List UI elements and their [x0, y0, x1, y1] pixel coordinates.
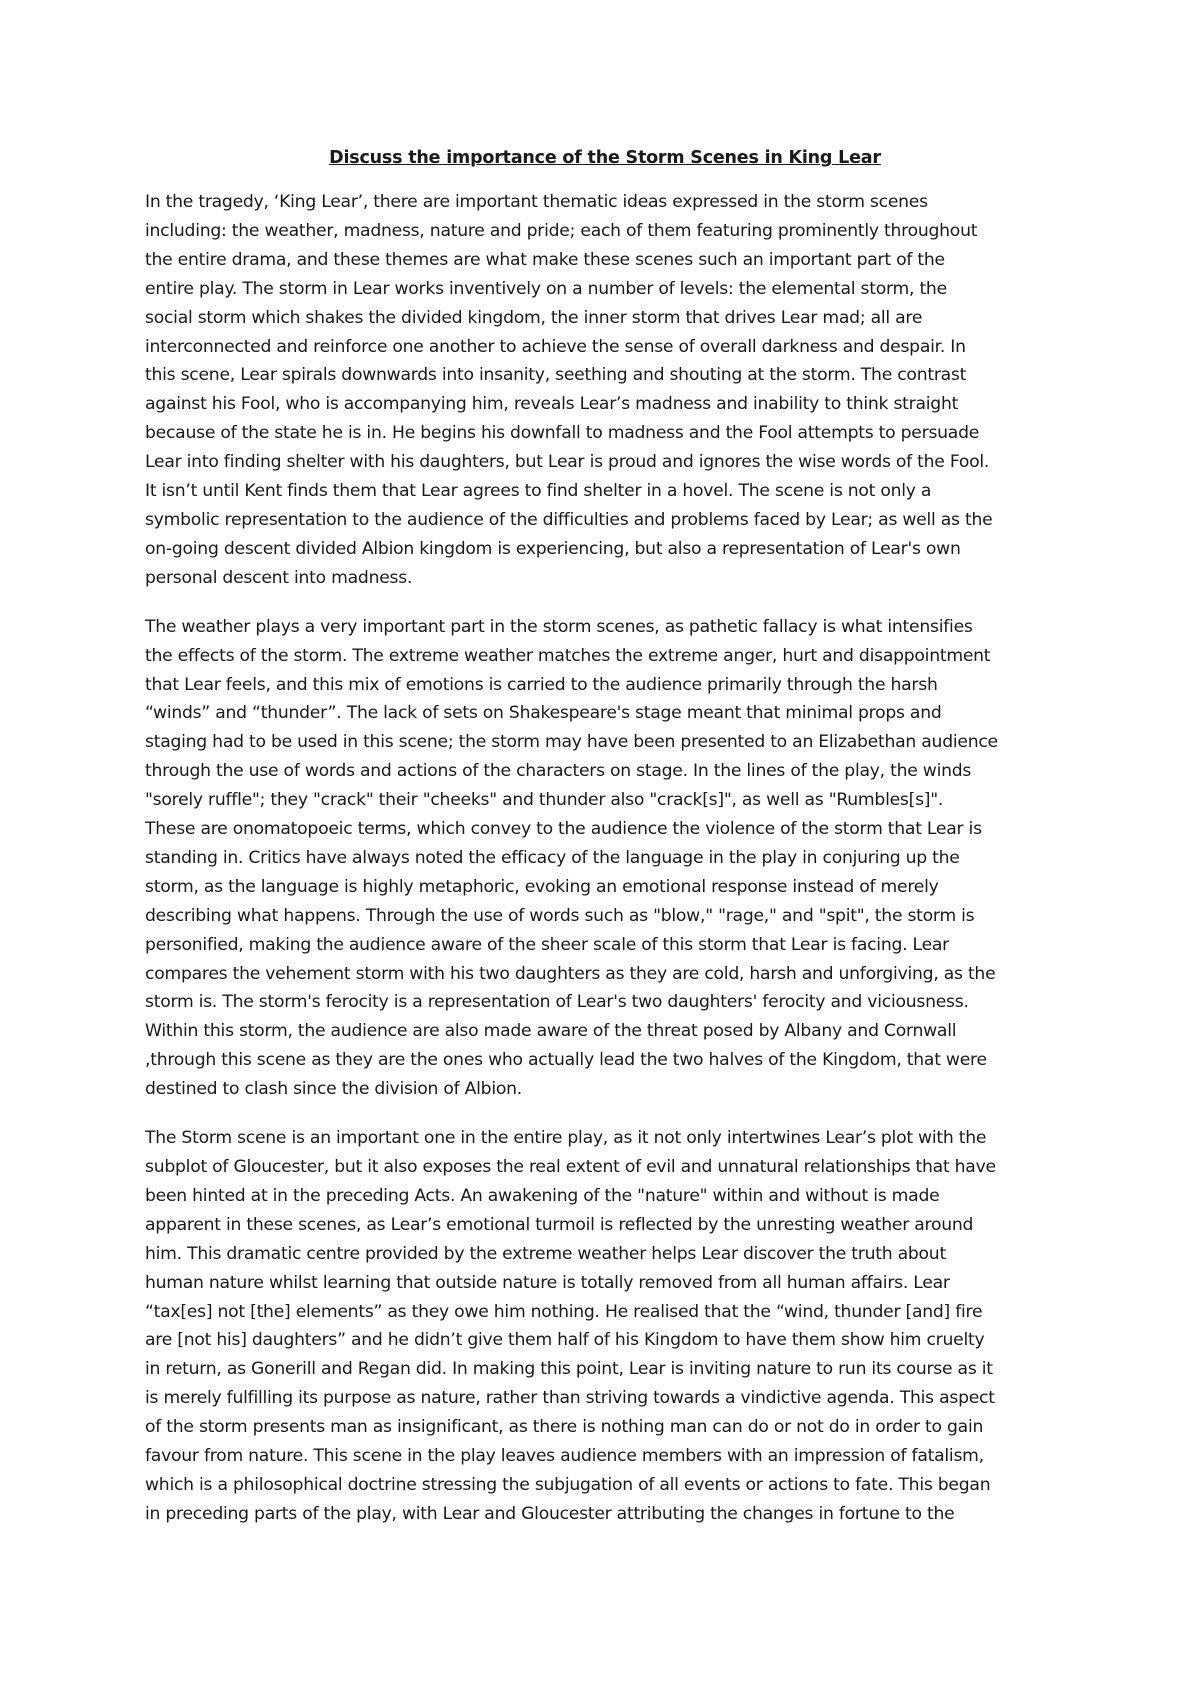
- text-line: apparent in these scenes, as Lear’s emotional turmoil is reflected by the unresting weather around: [145, 1214, 974, 1235]
- text-line: Within this storm, the audience are also made aware of the threat posed by Albany and Cornwall: [145, 1021, 957, 1042]
- text-line: him. This dramatic centre provided by the extreme weather helps Lear discover the truth about: [145, 1243, 946, 1264]
- text-line: subplot of Gloucester, but it also exposes the real extent of evil and unnatural relationships that have: [145, 1157, 996, 1177]
- text-line: because of the state he is in. He begins his downfall to madness and the Fool attempts to persuade: [145, 423, 980, 444]
- text-line: are [not his] daughters” and he didn’t give them half of his Kingdom to have them show him cruelty: [145, 1330, 985, 1351]
- text-line: "sorely ruffle"; they "crack" their "cheeks" and thunder also "crack[s]", as well as "Rumbles[s]".: [145, 790, 944, 811]
- text-line: human nature whilst learning that outside nature is totally removed from all human affairs. Lear: [145, 1272, 950, 1293]
- text-line: this scene, Lear spirals downwards into insanity, seething and shouting at the storm. The contrast: [145, 365, 967, 386]
- text-line: that Lear feels, and this mix of emotions is carried to the audience primarily through the harsh: [145, 674, 938, 695]
- text-line: standing in. Critics have always noted the efficacy of the language in the play in conjuring up the: [145, 847, 960, 868]
- text-line: destined to clash since the division of Albion.: [145, 1079, 522, 1100]
- text-line: These are onomatopoeic terms, which convey to the audience the violence of the storm that Lear is: [145, 819, 982, 840]
- text-line: of the storm presents man as insignificant, as there is nothing man can do or not do in order to gain: [145, 1417, 984, 1438]
- text-line: “tax[es] not [the] elements” as they owe him nothing. He realised that the “wind, thunder [and] fire: [145, 1301, 983, 1322]
- text-line: the effects of the storm. The extreme weather matches the extreme anger, hurt and disappointment: [145, 645, 991, 666]
- text-line: on-going descent divided Albion kingdom is experiencing, but also a representation of Lear's own: [145, 538, 961, 559]
- text-line: It isn’t until Kent finds them that Lear agrees to find shelter in a hovel. The scene is not only a: [145, 481, 932, 502]
- text-line: ,through this scene as they are the ones who actually lead the two halves of the Kingdom, that were: [145, 1050, 987, 1071]
- document-body: [145, 146, 1065, 1549]
- text-line: interconnected and reinforce one another to achieve the sense of overall darkness and despair. In: [145, 336, 966, 357]
- paragraph-3: [145, 1124, 1065, 1529]
- text-line: Lear into finding shelter with his daughters, but Lear is proud and ignores the wise words of the Fool.: [145, 452, 990, 473]
- paragraph-1: [145, 188, 1065, 593]
- text-line: “winds” and “thunder”. The lack of sets on Shakespeare's stage meant that minimal props and: [145, 703, 942, 724]
- text-line: storm, as the language is highly metaphoric, evoking an emotional response instead of merely: [145, 876, 939, 897]
- paragraph-2: [145, 613, 1065, 1104]
- text-line: the entire drama, and these themes are what make these scenes such an important part of the: [145, 249, 945, 270]
- document-title: Discuss the importance of the Storm Scenes in King Lear: [329, 148, 881, 168]
- text-line: describing what happens. Through the use of words such as "blow," "rage," and "spit", the storm is: [145, 905, 975, 926]
- paragraph-list: [145, 188, 1065, 1529]
- text-line: in preceding parts of the play, with Lear and Gloucester attributing the changes in fortune to the: [145, 1503, 955, 1524]
- text-line: through the use of words and actions of the characters on stage. In the lines of the play, the winds: [145, 761, 972, 782]
- text-line: The Storm scene is an important one in the entire play, as it not only intertwines Lear’s plot with the: [145, 1128, 987, 1149]
- text-line: including: the weather, madness, nature and pride; each of them featuring prominently throughout: [145, 220, 978, 241]
- text-line: personal descent into madness.: [145, 567, 413, 588]
- text-line: which is a philosophical doctrine stressing the subjugation of all events or actions to fate. This began: [145, 1474, 991, 1495]
- text-line: is merely fulfilling its purpose as nature, rather than striving towards a vindictive agenda. This aspect: [145, 1388, 995, 1409]
- text-line: compares the vehement storm with his two daughters as they are cold, harsh and unforgiving, as the: [145, 963, 996, 984]
- text-line: personified, making the audience aware of the sheer scale of this storm that Lear is facing. Lear: [145, 934, 949, 955]
- text-line: storm is. The storm's ferocity is a representation of Lear's two daughters' ferocity and viciousness.: [145, 992, 969, 1013]
- text-line: been hinted at in the preceding Acts. An awakening of the "nature" within and without is made: [145, 1185, 940, 1206]
- text-line: favour from nature. This scene in the play leaves audience members with an impression of fatalism,: [145, 1446, 984, 1467]
- text-line: The weather plays a very important part in the storm scenes, as pathetic fallacy is what intensifies: [145, 616, 973, 637]
- text-line: staging had to be used in this scene; the storm may have been presented to an Elizabethan audience: [145, 732, 998, 753]
- text-line: entire play. The storm in Lear works inventively on a number of levels: the elemental storm, the: [145, 278, 947, 299]
- text-line: in return, as Gonerill and Regan did. In making this point, Lear is inviting nature to run its course as it: [145, 1359, 993, 1380]
- text-line: social storm which shakes the divided kingdom, the inner storm that drives Lear mad; all are: [145, 307, 923, 328]
- text-line: symbolic representation to the audience of the difficulties and problems faced by Lear; as well as the: [145, 509, 993, 530]
- text-line: against his Fool, who is accompanying him, reveals Lear’s madness and inability to think straight: [145, 394, 959, 415]
- text-line: In the tragedy, ‘King Lear’, there are important thematic ideas expressed in the storm scenes: [145, 192, 928, 212]
